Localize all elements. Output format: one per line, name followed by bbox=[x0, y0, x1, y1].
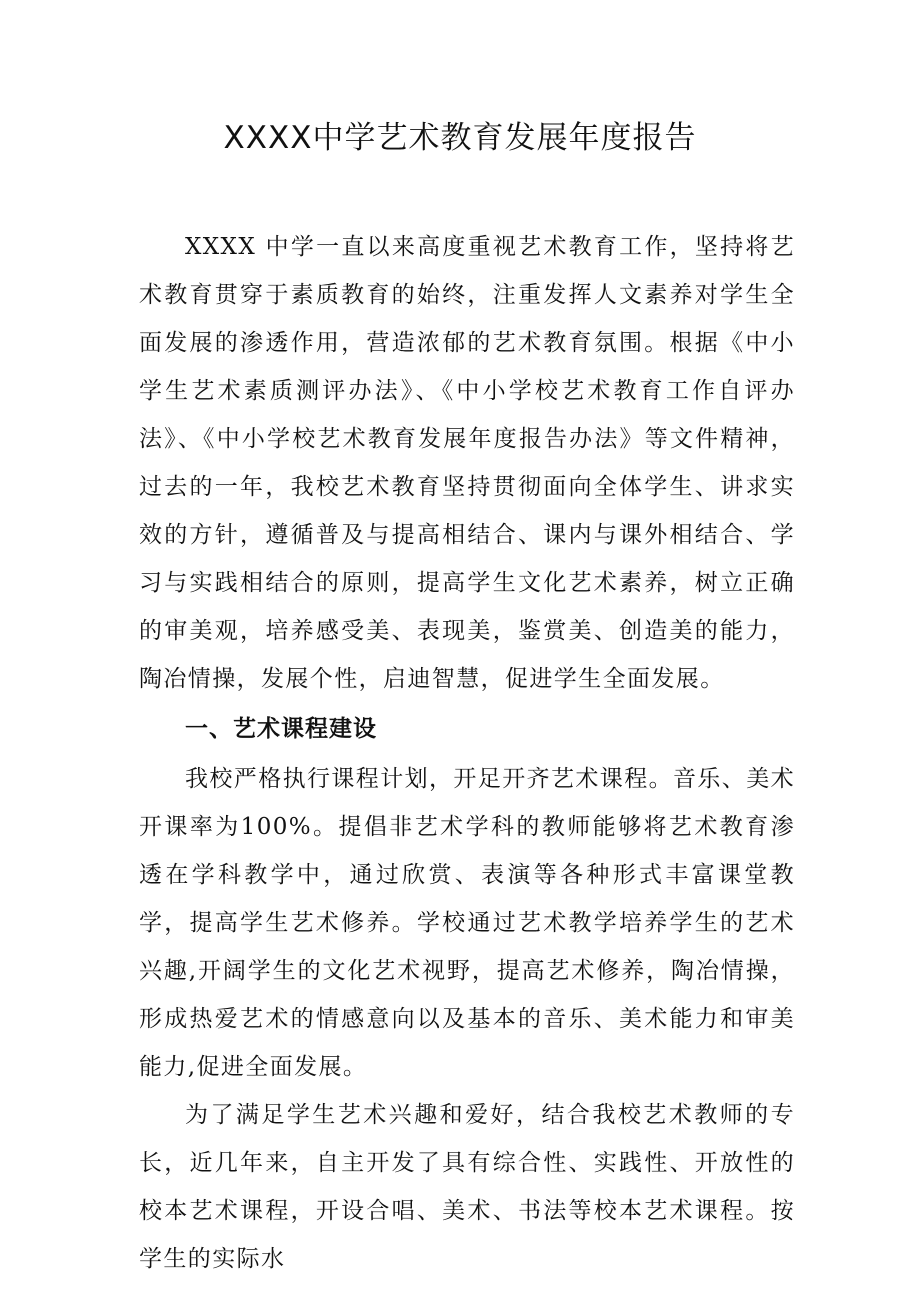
document-title: XXXX中学艺术教育发展年度报告 bbox=[223, 120, 697, 156]
section-heading-art-curriculum: 一、艺术课程建设 bbox=[185, 716, 377, 742]
document-body bbox=[139, 223, 795, 1283]
section-paragraph: 我校严格执行课程计划，开足开齐艺术课程。音乐、美术开课率为100%。提倡非艺术学科的教师能够将艺术教育渗透在学科教学中，通过欣赏、表演等各种形式丰富课堂教学，提高学生艺术修养。学校通过艺术教学培养学生的艺术兴趣,开阔学生的文化艺术视野，提高艺术修养，陶冶情操，形成热爱艺术的情感意向以及基本的音乐、美术能力和审美能力,促进全面发展。 bbox=[139, 766, 795, 1080]
intro-paragraph: XXXX 中学一直以来高度重视艺术教育工作，坚持将艺术教育贯穿于素质教育的始终，注重发挥人文素养对学生全面发展的渗透作用，营造浓郁的艺术教育氛围。根据《中小学生艺术素质测评办法》、《中小学校艺术教育工作自评办法》、《中小学校艺术教育发展年度报告办法》等文件精神，过去的一年，我校艺术教育坚持贯彻面向全体学生、讲求实效的方针，遵循普及与提高相结合、课内与课外相结合、学习与实践相结合的原则，提高学生文化艺术素养，树立正确的审美观，培养感受美、表现美，鉴赏美、创造美的能力，陶冶情操，发展个性，启迪智慧，促进学生全面发展。 bbox=[139, 234, 795, 692]
section-paragraph: 为了满足学生艺术兴趣和爱好，结合我校艺术教师的专长，近几年来，自主开发了具有综合性、实践性、开放性的校本艺术课程，开设合唱、美术、书法等校本艺术课程。按学生的实际水 bbox=[139, 1102, 795, 1272]
